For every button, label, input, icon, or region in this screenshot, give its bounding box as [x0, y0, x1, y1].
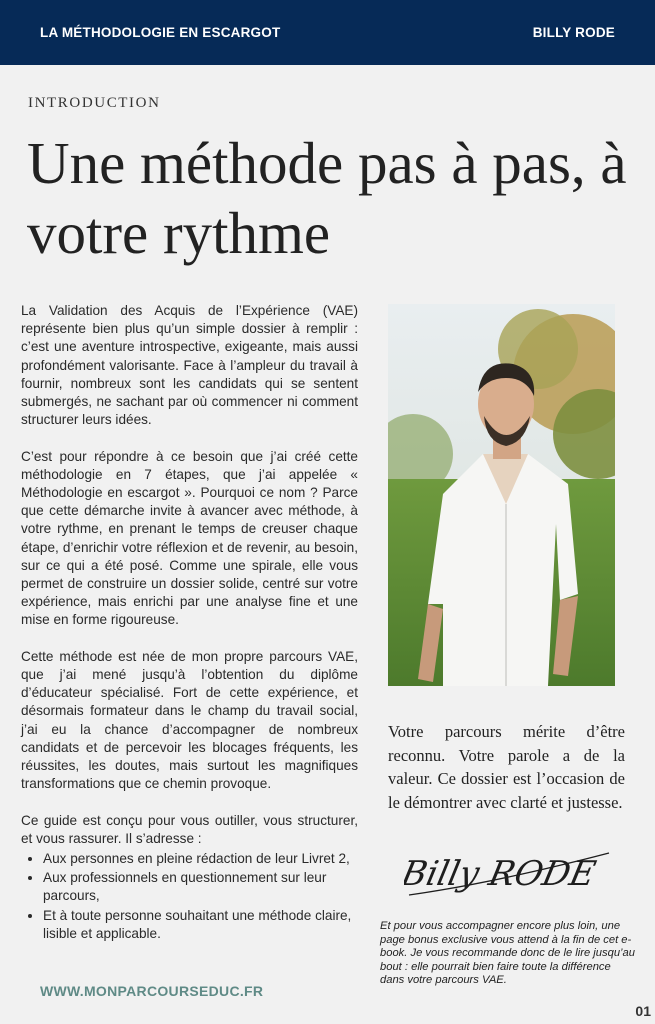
list-item: • Aux professionnels en questionnement sur leur parcours, [43, 869, 358, 905]
body-text-column [21, 302, 358, 944]
body-paragraph: La Validation des Acquis de l’Expérience (VAE) représente bien plus qu’un simple dossier à remplir : c’est une aventure introspective, exigeante, mais aussi profondément valorisante. Face à l’ampleur du travail à fournir, nombreux sont les candidats qui se sentent submergés, ne sachant par où commencer ni comment structurer leurs idées. [21, 303, 358, 428]
body-paragraph: C’est pour répondre à ce besoin que j’ai créé cette méthodologie en 7 étapes, que j’ai appelée « Méthodologie en escargot ». Pourquoi ce nom ? Parce que cette démarche invite à avancer avec méthode, à votre rythme, en prenant le temps de creuser chaque étape, d’enrichir votre réflexion et de revenir, au besoin, sur ce qui a été posé. Comme une spirale, elle vous permet de construire un dossier solide, centré sur votre expérience, mais enrichi par une analyse fine et une mise en forme rigoureuse. [21, 448, 358, 628]
author-quote: Votre parcours mérite d’être reconnu. Votre parole a de la valeur. Ce dossier est l’occasion de le démontrer avec clarté et justesse. [388, 722, 625, 812]
audience-list [21, 850, 358, 943]
section-eyebrow: INTRODUCTION [28, 95, 161, 111]
list-item: • Aux personnes en pleine rédaction de leur Livret 2, [43, 850, 358, 868]
author-name: BILLY RODE [532, 25, 615, 40]
signature-text: Billy RODE [404, 854, 600, 894]
author-photo [388, 304, 615, 686]
list-item: • Et à toute personne souhaitant une méthode claire, lisible et applicable. [43, 907, 358, 943]
book-title: LA MÉTHODOLOGIE EN ESCARGOT [40, 25, 281, 40]
author-portrait-illustration [388, 304, 615, 686]
body-paragraph: Ce guide est conçu pour vous outiller, vous structurer, et vous rassurer. Il s’adresse : [21, 812, 358, 846]
body-paragraph: Cette méthode est née de mon propre parcours VAE, que j’ai mené jusqu’à l’obtention du diplôme d’éducateur spécialisé. Fort de cette expérience, et désormais formateur dans le champ du travail social, j’ai eu la chance d’accompagner de nombreux candidats et de percevoir les blocages fréquents, les réussites, les doutes, mais surtout les magnifiques transformations que ce chemin provoque. [21, 648, 358, 792]
author-signature [404, 845, 614, 900]
header-bar [0, 0, 655, 65]
page-title: Une méthode pas à pas, à votre rythme [27, 130, 627, 266]
website-link[interactable]: WWW.MONPARCOURSEDUC.FR [40, 983, 264, 999]
bonus-note: Et pour vous accompagner encore plus loin, une page bonus exclusive vous attend à la fin de cet e-book. Je vous recommande donc de le lire jusqu’au bout : elle pourrait bien faire toute la différence dans votre parcours VAE. [380, 920, 635, 987]
page-number: 01 [635, 1003, 651, 1019]
